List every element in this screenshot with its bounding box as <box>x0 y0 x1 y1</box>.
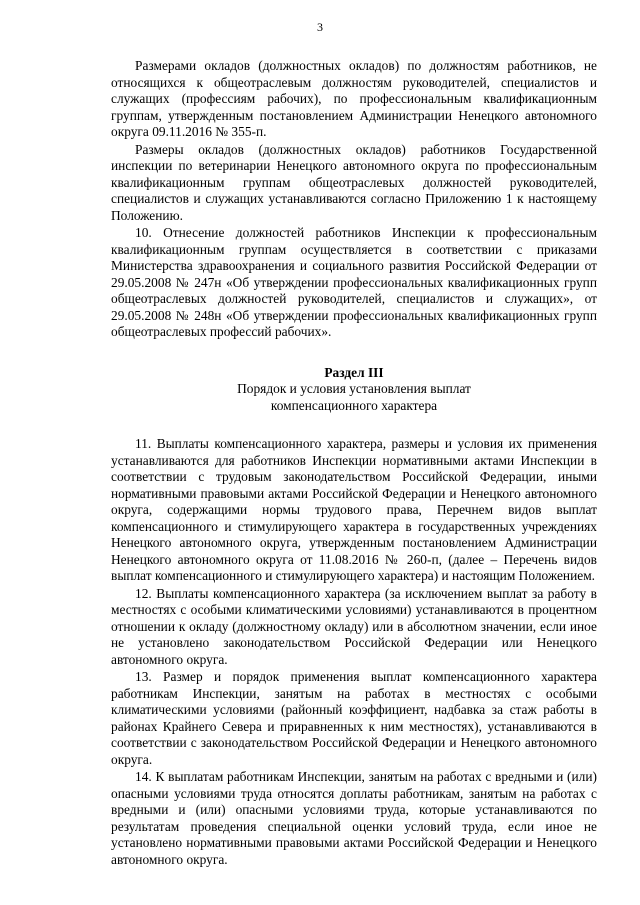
paragraph: Размерами окладов (должностных окладов) по должностям работников, не относящихся к общеотраслевым должностям руководителей, специалистов и служащих (профессиям рабочих), по профессиональным квалификационным группам, утвержденным постановлением Администрации Ненецкого автономного округа 09.11.2016 № 355-п. <box>111 58 597 139</box>
section-title: Раздел III <box>324 364 384 380</box>
paragraph: 12. Выплаты компенсационного характера (за исключением выплат за работу в местностях с особыми климатическими условиями) устанавливаются в процентном отношении к окладу (должностному окладу) или в абсолютном значении, если иное не установлено законодательством Российской Федерации или Ненецкого автономного округа. <box>111 585 597 667</box>
paragraph: 10. Отнесение должностей работников Инспекции к профессиональным квалификационным группам осуществляется в соответствии с приказами Министерства здравоохранения и социального развития Российской Федерации от 29.05.2008 № 247н «Об утверждении профессиональных квалификационных групп общеотраслевых должностей руководителей, специалистов и служащих», от 29.05.2008 № 248н «Об утверждении профессиональных квалификационных групп общеотраслевых профессий рабочих». <box>111 225 597 339</box>
page-number: 3 <box>317 20 323 34</box>
section-subtitle: компенсационного характера <box>270 397 438 413</box>
paragraph: 14. К выплатам работникам Инспекции, занятым на работах с вредными и (или) опасными условиями труда относятся доплаты работникам, занятым на работах с вредными и (или) опасными условиями труда, которые устанавливаются по результатам проведения специальной оценки условий труда, если иное не установлено нормативными правовыми актами Российской Федерации и Ненецкого автономного округа. <box>111 769 597 867</box>
paragraph: Размеры окладов (должностных окладов) работников Государственной инспекции по ветеринарии Ненецкого автономного округа по профессиональным квалификационным группам общеотраслевых должностей руководителей, специалистов и служащих устанавливаются согласно Приложению 1 к настоящему Положению. <box>111 141 597 223</box>
paragraph: 11. Выплаты компенсационного характера, размеры и условия их применения устанавливаются для работников Инспекции нормативными актами Инспекции в соответствии с трудовым законодательством Российской Федерации, иными нормативными правовыми актами Российской Федерации и Ненецкого автономного округа, содержащими нормы трудового права, Перечнем видов выплат компенсационного и стимулирующего характера в государственных учреждениях Ненецкого автономного округа, утвержденным постановлением Администрации Ненецкого автономного округа от 11.08.2016 № 260-п, (далее – Перечень видов выплат компенсационного и стимулирующего характера) и настоящим Положением. <box>111 436 597 583</box>
paragraph: 13. Размер и порядок применения выплат компенсационного характера работникам Инспекции, занятым на работах в местностях с особыми климатическими условиями (районный коэффициент, надбавка за стаж работы в районах Крайнего Севера и приравненных к ним местностях), устанавливаются в соответствии с законодательством Российской Федерации и Ненецкого автономного округа. <box>111 669 597 767</box>
section-subtitle: Порядок и условия установления выплат <box>237 381 471 396</box>
section-heading <box>111 365 597 415</box>
document-body <box>111 58 597 868</box>
